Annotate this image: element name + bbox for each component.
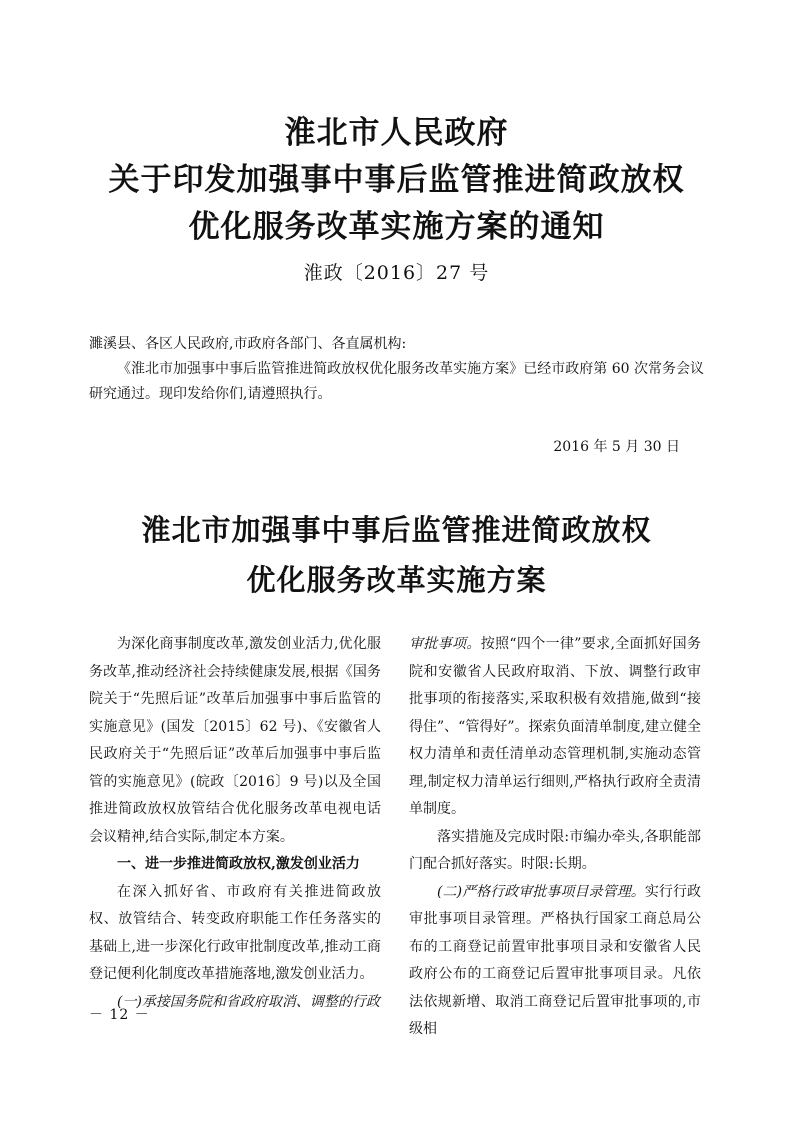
right-column — [409, 631, 701, 1044]
subsection-1-lead: (一)承接国务院和省政府取消、调整的行政 — [117, 993, 380, 1010]
page-number: － 12 － — [89, 1007, 150, 1023]
notice-intro: 《淮北市加强事中事后监管推进简政放权优化服务改革实施方案》已经市政府第 60 次常务会议研究通过。现印发给你们,请遵照执行。 — [89, 361, 704, 402]
subsection-2-title: (二)严格行政审批事项目录管理。 — [437, 883, 645, 900]
subsection-1-continued — [409, 631, 701, 824]
notice-title-line-1: 淮北市人民政府 — [284, 115, 509, 151]
plan-title-line-1: 淮北市加强事中事后监管推进简政放权 — [141, 513, 652, 547]
subsection-2 — [409, 879, 701, 1044]
notice-title-line-2: 关于印发加强事中事后监管推进简政放权 — [108, 162, 685, 198]
subsection-1-continued-italic: 审批事项。 — [409, 636, 481, 652]
plan-title-line-2: 优化服务改革实施方案 — [246, 563, 547, 597]
notice-title-line-3: 优化服务改革实施方案的通知 — [188, 209, 605, 245]
subsection-2-text: 实行行政审批事项目录管理。严格执行国家工商总局公布的工商登记前置审批事项目录和安徽省人民政府公布的工商登记后置审批事项目录。凡依法依规新增、取消工商登记后置审批事项的,市级相 — [409, 883, 701, 1037]
document-number: 淮政〔2016〕27 号 — [303, 262, 490, 284]
plan-title — [0, 505, 793, 605]
measure-1: 落实措施及完成时限:市编办牵头,各职能部门配合抓好落实。时限:长期。 — [409, 828, 701, 872]
addressee: 濉溪县、各区人民政府,市政府各部门、各直属机构: — [89, 336, 407, 352]
notice-title — [0, 110, 793, 251]
paragraph-preamble: 为深化商事制度改革,激发创业活力,优化服务改革,推动经济社会持续健康发展,根据《国务院关于“先照后证”改革后加强事中事后监管的实施意见》(国发〔2015〕62 号)、《安徽省人民政府关于“先照后证”改革后加强事中事后监管的实施意见》(皖政〔2016〕9 号)以及全国推进简政放权放管结合优化服务改革电视电话会议精神,结合实际,制定本方案。 — [89, 636, 381, 845]
paragraph-section-1: 在深入抓好省、市政府有关推进简政放权、放管结合、转变政府职能工作任务落实的基础上,进一步深化行政审批制度改革,推动工商登记便利化制度改革措施落地,激发创业活力。 — [89, 883, 381, 982]
signing-date: 2016 年 5 月 30 日 — [553, 439, 680, 455]
left-column — [89, 631, 381, 1016]
subsection-1-continued-text: 按照“四个一律”要求,全面抓好国务院和安徽省人民政府取消、下放、调整行政审批事项的衔接落实,采取积极有效措施,做到“接得住”、“管得好”。探索负面清单制度,建立健全权力清单和责任清单动态管理机制,实施动态管理,制定权力清单运行细则,严格执行政府全责清单制度。 — [409, 636, 702, 817]
section-heading-1: 一、进一步推进简政放权,激发创业活力 — [117, 856, 360, 872]
